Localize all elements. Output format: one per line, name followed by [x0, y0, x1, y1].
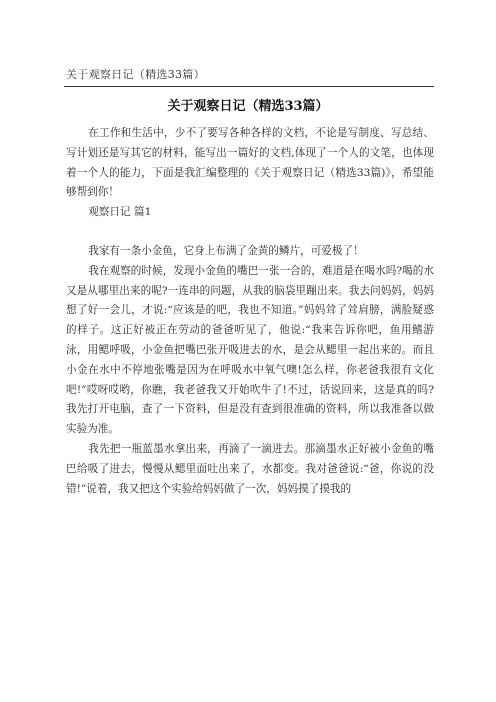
document-title: 关于观察日记（精选33篇）: [167, 99, 329, 114]
paragraph: 我在观察的时候，发现小金鱼的嘴巴一张一合的，难道是在喝水吗?喝的水又是从哪里出来的呢?一连串的问题，从我的脑袋里蹦出来。我去问妈妈，妈妈想了好一会儿，才说:“应该是的吧，我也不知道。”妈妈耸了耸肩膀，满脸疑惑的样子。这正好被正在劳动的爸爸听见了，他说:“我来告诉你吧，鱼用鳍游泳，用鳃呼吸，小金鱼把嘴巴张开吸进去的水，是会从鳃里一起出来的。而且小金在水中不停地张嘴是因为在呼吸水中氧气噢!怎么样，你老爸我很有文化吧!”哎呀哎哟，你瞧，我老爸我又开始吹牛了!不过，话说回来，这是真的吗?我先打开电脑，查了一下资料，但是没有查到很准确的资料，所以我准备以做实验为准。: [66, 264, 434, 436]
header-divider: [64, 86, 434, 87]
paragraph: 我先把一瓶蓝墨水拿出来，再滴了一滴进去。那滴墨水正好被小金鱼的嘴巴给吸了进去，慢慢从鳃里面吐出来了，水都变。我对爸爸说:“爸，你说的没错!”说着，我又把这个实验给妈妈做了一次，妈妈摸了摸我的: [66, 442, 434, 495]
paragraph: 我家有一条小金鱼，它身上布满了金黄的鳞片，可爱极了！: [88, 244, 364, 257]
running-header: 关于观察日记（精选33篇）: [66, 68, 205, 81]
document-body: [66, 124, 434, 499]
paragraph-gap: [66, 223, 434, 242]
section-heading: 观察日记 篇1: [88, 206, 152, 219]
intro-paragraph: 在工作和生活中，少不了要写各种各样的文档，不论是写制度、写总结、写计划还是写其它的材料，能写出一篇好的文档,体现了一个人的文笔，也体现着一个人的能力，下面是我汇编整理的《关于观察日记（精选33篇)》，希望能够帮到你！: [66, 127, 434, 199]
